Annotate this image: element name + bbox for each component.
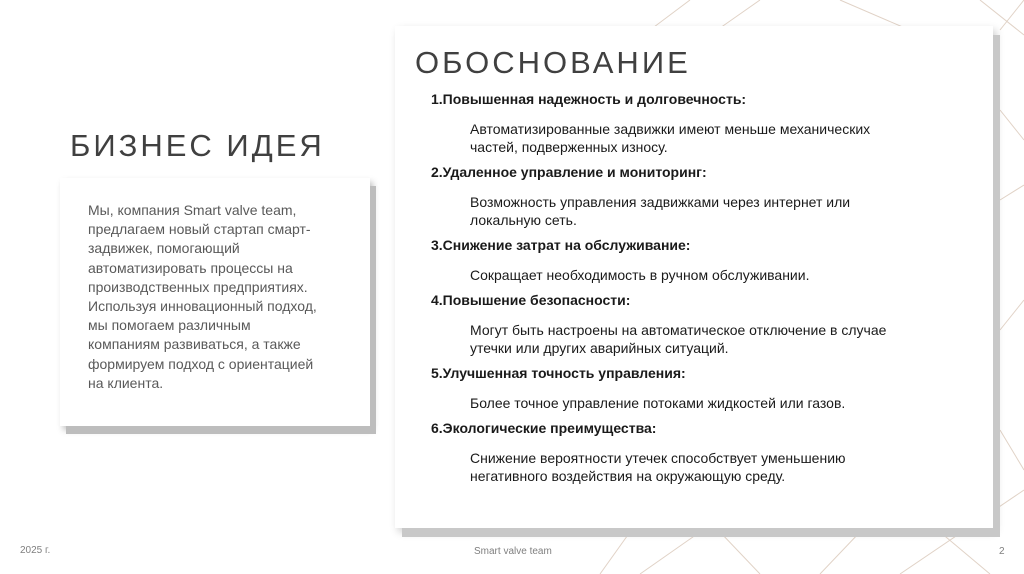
point-item bbox=[431, 291, 971, 357]
point-heading: 5.Улучшенная точность управления: bbox=[431, 365, 686, 381]
point-heading: 2.Удаленное управление и мониторинг: bbox=[431, 164, 707, 180]
point-item bbox=[431, 419, 971, 485]
footer-date: 2025 г. bbox=[20, 545, 51, 556]
business-idea-text: Мы, компания Smart valve team, предлагаем новый стартап смарт- задвижек, помогающий автоматизировать процессы на производственных предприятиях. Используя инновационный подход, мы помогаем различным компаниям развиваться, а также формируем подход с ориентацией на клиента. bbox=[88, 202, 317, 391]
point-body: Более точное управление потоками жидкостей или газов. bbox=[470, 395, 846, 411]
business-idea-card bbox=[60, 178, 370, 426]
point-item bbox=[431, 364, 971, 412]
point-body: Возможность управления задвижками через интернет или локальную сеть. bbox=[470, 194, 851, 228]
justification-title: ОБОСНОВАНИЕ bbox=[415, 45, 691, 80]
point-item bbox=[431, 90, 971, 156]
point-heading: 4.Повышение безопасности: bbox=[431, 292, 631, 308]
justification-card bbox=[395, 26, 993, 528]
point-heading: 1.Повышенная надежность и долговечность: bbox=[431, 91, 747, 107]
point-item bbox=[431, 236, 971, 284]
point-heading: 3.Снижение затрат на обслуживание: bbox=[431, 237, 691, 253]
point-body: Снижение вероятности утечек способствует уменьшению негативного воздействия на окружающую среду. bbox=[470, 450, 846, 484]
point-item bbox=[431, 163, 971, 229]
point-body: Сокращает необходимость в ручном обслуживании. bbox=[470, 267, 810, 283]
justification-points bbox=[431, 90, 971, 492]
business-idea-title: БИЗНЕС ИДЕЯ bbox=[70, 128, 325, 163]
point-body: Могут быть настроены на автоматическое отключение в случае утечки или других аварийных ситуаций. bbox=[470, 322, 887, 356]
page-number: 2 bbox=[999, 546, 1005, 557]
footer-team-name: Smart valve team bbox=[474, 546, 552, 557]
point-body: Автоматизированные задвижки имеют меньше механических частей, подверженных износу. bbox=[470, 121, 871, 155]
point-heading: 6.Экологические преимущества: bbox=[431, 420, 657, 436]
